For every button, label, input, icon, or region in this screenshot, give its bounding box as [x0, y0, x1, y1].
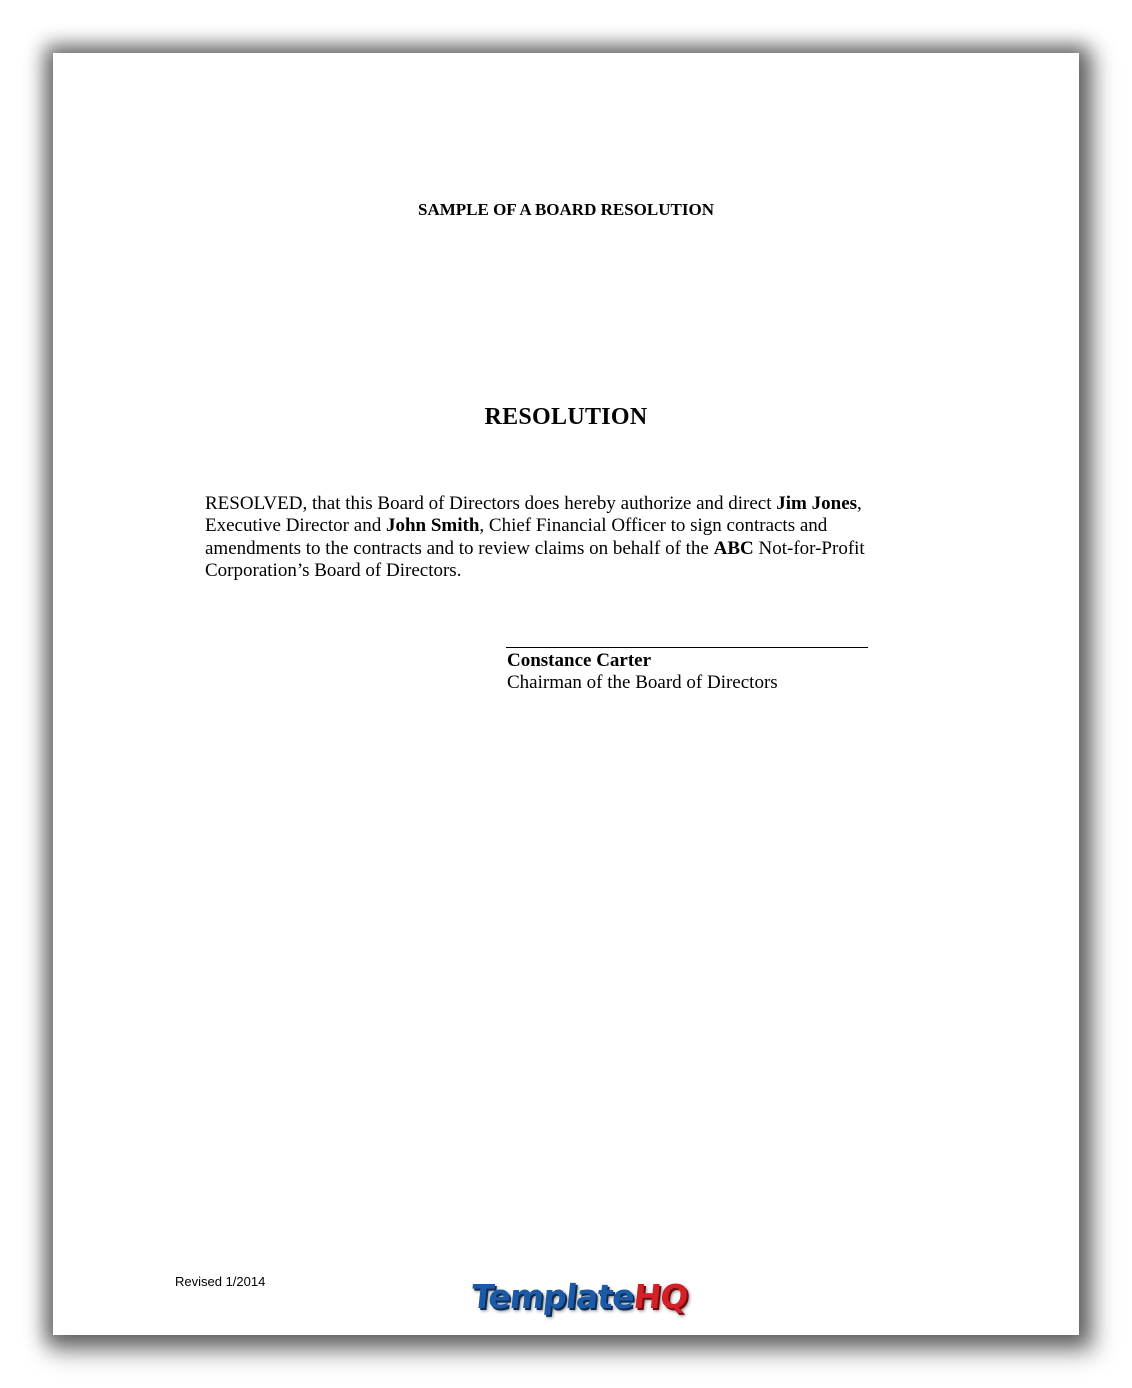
sample-title: SAMPLE OF A BOARD RESOLUTION: [418, 200, 714, 219]
templatehq-logo: [468, 1277, 689, 1325]
director-name: Jim Jones: [776, 493, 858, 514]
document-page: [53, 53, 1079, 1335]
body-text-4: Not-for-Profit Corporation’s Board of Directors.: [205, 537, 865, 582]
signer-name: Constance Carter: [507, 650, 652, 671]
logo-text-hq: HQ: [631, 1277, 690, 1316]
body-text-2: , Executive Director and: [205, 493, 862, 537]
signature-line: [506, 647, 868, 648]
organization-name: ABC: [713, 537, 754, 559]
signer-title: Chairman of the Board of Directors: [507, 672, 778, 693]
cfo-name: John Smith: [385, 515, 480, 537]
body-text-1: RESOLVED, that this Board of Directors does hereby authorize and direct: [205, 493, 777, 514]
logo-text-template: Template: [469, 1277, 636, 1316]
revised-date: Revised 1/2014: [175, 1274, 266, 1289]
resolution-body: [205, 493, 925, 583]
resolution-heading: RESOLUTION: [484, 404, 648, 430]
body-text-3: , Chief Financial Officer to sign contracts and amendments to the contracts and to review claims on behalf of the: [205, 515, 828, 559]
